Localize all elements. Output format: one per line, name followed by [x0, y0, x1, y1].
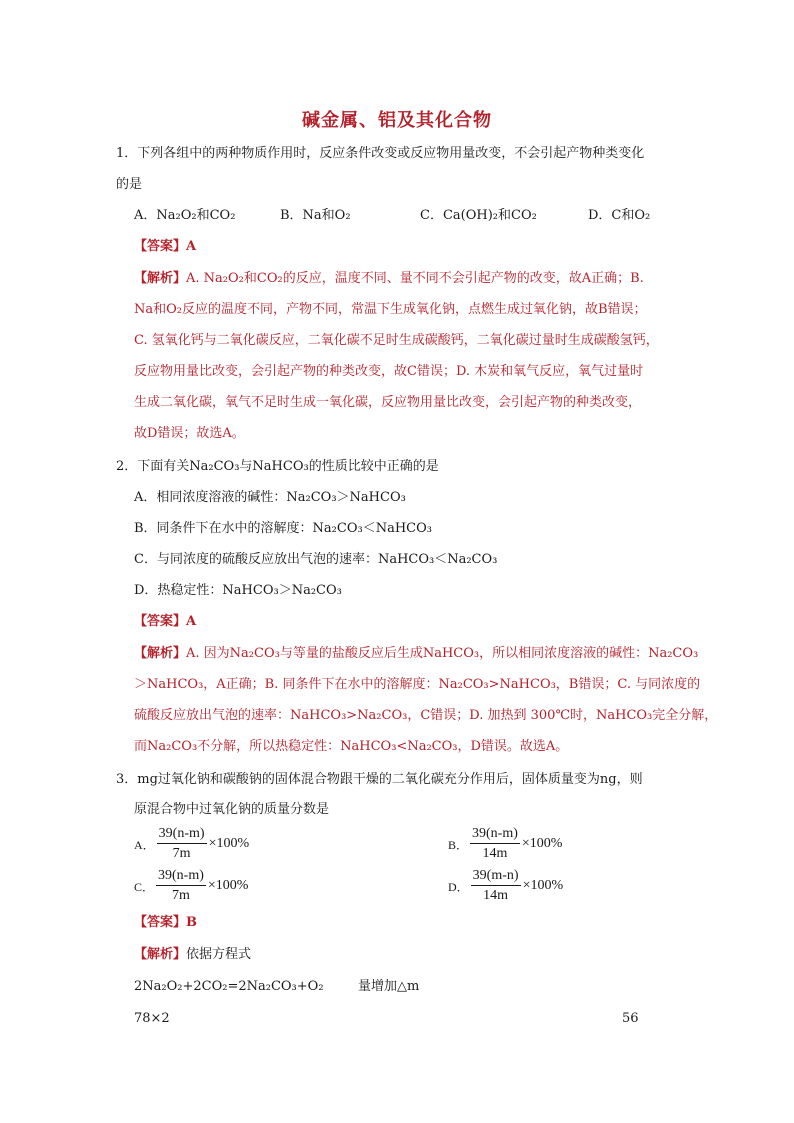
q3-stem-line-1: 3．mg过氧化钠和碳酸钠的固体混合物跟干燥的二氧化碳充分作用后，固体质量变为ng，则 [116, 772, 643, 787]
q3-option-d-numerator: 39(m-n) [471, 868, 521, 886]
q3-option-c-label: C． [134, 879, 155, 894]
q2-answer: 【答案】A [134, 614, 197, 629]
q1-analysis-line-6: 故D错误；故选A。 [134, 426, 245, 441]
q1-stem-line-1: 1．下列各组中的两种物质作用时，反应条件改变或反应物用量改变，不会引起产物种类变化 [116, 146, 645, 161]
q3-option-c [134, 868, 248, 904]
q3-analysis-tag: 【解析】 [134, 947, 187, 962]
q2-option-a: A．相同浓度溶液的碱性：Na₂CO₃＞NaHCO₃ [134, 490, 406, 505]
q1-analysis-line-5: 生成二氧化碳，氧气不足时生成一氧化碳，反应物用量比改变，会引起产物的种类改变， [134, 395, 642, 410]
q2-analysis-line-3: 硫酸反应放出气泡的速率：NaHCO₃>Na₂CO₃，C错误；D. 加热到 300℃时，NaHCO₃完全分解， [134, 708, 718, 723]
q3-option-d-label: D． [448, 879, 469, 894]
q1-analysis-line-4: 反应物用量比改变，会引起产物的种类改变，故C错误；D. 木炭和氧气反应，氧气过量时 [134, 364, 644, 379]
q3-option-b-numerator: 39(n-m) [470, 826, 520, 844]
q1-analysis-line-3: C. 氢氧化钙与二氧化碳反应，二氧化碳不足时生成碳酸钙，二氧化碳过量时生成碳酸氢钙， [134, 333, 659, 348]
q1-analysis-tag: 【解析】 [134, 271, 187, 286]
page-title: 碱金属、铝及其化合物 [302, 110, 492, 131]
q2-analysis-line-1 [134, 645, 698, 663]
q1-analysis-line-2: Na和O₂反应的温度不同，产物不同，常温下生成氧化钠，点燃生成过氧化钠，故B错误； [134, 302, 647, 317]
q3-option-c-numerator: 39(n-m) [156, 868, 206, 886]
q1-option-c: C．Ca(OH)₂和CO₂ [420, 208, 537, 223]
q3-option-a-fraction [157, 826, 207, 862]
q1-option-a: A．Na₂O₂和CO₂ [134, 208, 236, 223]
q3-option-b-label: B． [448, 837, 469, 852]
q3-answer: 【答案】B [134, 915, 197, 930]
q2-analysis-tag: 【解析】 [134, 646, 187, 661]
q3-option-c-percent: ×100% [207, 878, 249, 893]
q3-option-d-percent: ×100% [522, 878, 564, 893]
q3-stem-line-2: 原混合物中过氧化钠的质量分数是 [134, 802, 330, 817]
q1-analysis-line-1 [134, 270, 644, 288]
q3-option-a-label: A． [134, 837, 155, 852]
q3-option-a-percent: ×100% [208, 836, 250, 851]
q2-option-b: B．同条件下在水中的溶解度：Na₂CO₃＜NaHCO₃ [134, 521, 432, 536]
q2-analysis-text-1: A. 因为Na₂CO₃与等量的盐酸反应后生成NaHCO₃，所以相同浓度溶液的碱性：Na₂CO₃ [186, 646, 699, 661]
q3-equation: 2Na₂O₂+2CO₂=2Na₂CO₃+O₂ [134, 979, 324, 994]
q2-analysis-line-4: 而Na₂CO₃不分解，所以热稳定性：NaHCO₃<Na₂CO₃，D错误。故选A。 [134, 739, 569, 754]
q2-analysis-line-2: ＞NaHCO₃，A正确；B. 同条件下在水中的溶解度：Na₂CO₃>NaHCO₃，B错误；C. 与同浓度的 [134, 677, 701, 692]
q3-mass-left: 78×2 [134, 1011, 170, 1026]
q3-analysis-line-1 [134, 946, 251, 964]
q3-option-c-denominator: 7m [172, 888, 190, 903]
q1-option-b: B．Na和O₂ [280, 208, 351, 223]
q3-option-b [448, 826, 562, 862]
q3-mass-right: 56 [622, 1011, 639, 1026]
q2-stem: 2．下面有关Na₂CO₃与NaHCO₃的性质比较中正确的是 [116, 459, 439, 474]
q1-answer: 【答案】A [134, 239, 197, 254]
q3-option-b-denominator: 14m [482, 846, 508, 861]
q3-option-d-fraction [471, 868, 521, 904]
q3-mass-increase-label: 量增加△m [358, 979, 420, 994]
q3-analysis-text: 依据方程式 [186, 947, 252, 962]
q3-option-b-percent: ×100% [521, 836, 563, 851]
q3-option-d [448, 868, 563, 904]
q2-option-d: D．热稳定性：NaHCO₃＞Na₂CO₃ [134, 583, 342, 598]
q2-option-c: C．与同浓度的硫酸反应放出气泡的速率：NaHCO₃＜Na₂CO₃ [134, 552, 498, 567]
q3-option-a-numerator: 39(n-m) [157, 826, 207, 844]
q1-stem-line-2: 的是 [116, 177, 143, 192]
q3-option-c-fraction [156, 868, 206, 904]
q1-option-d: D．C和O₂ [588, 208, 651, 223]
q1-analysis-text-1: A. Na₂O₂和CO₂的反应，温度不同、量不同不会引起产物的改变，故A正确；B. [186, 271, 644, 286]
q3-option-d-denominator: 14m [483, 888, 509, 903]
q3-option-a-denominator: 7m [172, 846, 191, 861]
q3-option-a [134, 826, 249, 862]
q3-option-b-fraction [470, 826, 520, 862]
